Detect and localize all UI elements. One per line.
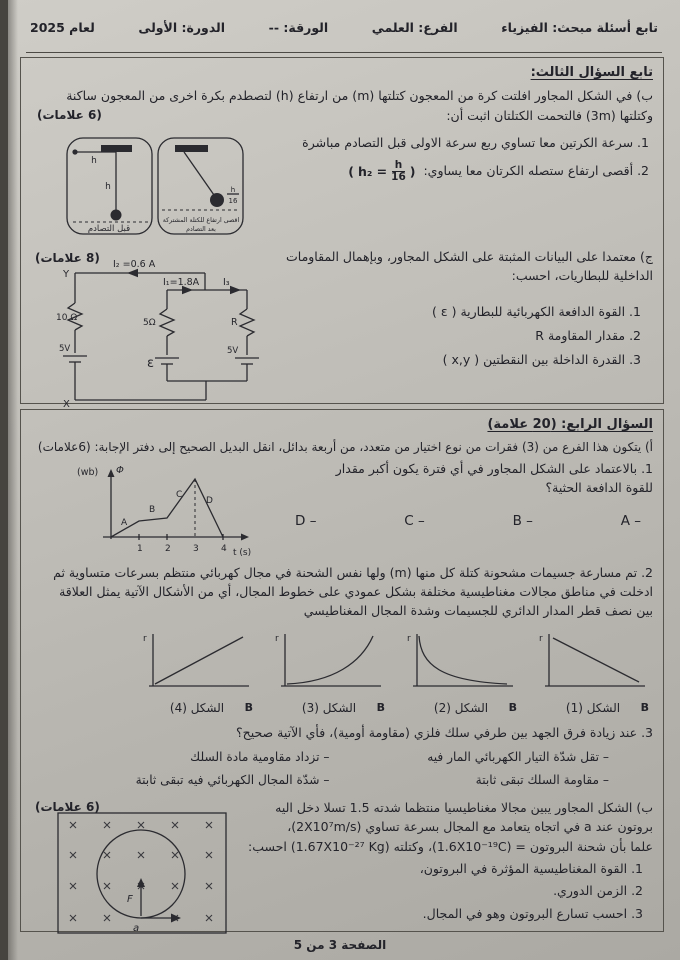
q4-title: السؤال الرابع: (20 علامة) [487, 417, 653, 432]
shape3-graph-exponential [271, 629, 387, 693]
header-session: الدورة: الأولى [138, 20, 226, 35]
mcq3-option-resistivity-increases: – تزداد مقاومية مادة السلك [190, 749, 330, 764]
force-label: F [127, 893, 133, 905]
shape3-x-label: B [376, 701, 385, 715]
formula-close-paren: ) [409, 164, 416, 180]
after-height-numerator: h [230, 185, 236, 194]
mcq1-options [295, 511, 641, 532]
mcq1-option-d: D – [295, 513, 317, 530]
mcq3-question: 3. عند زيادة فرق الجهد بين طرفي سلك فلزي (مقاومة أومية)، فأي الآتية صحيح؟ [235, 725, 653, 741]
mcq3-options [29, 746, 655, 792]
mcq3-option-current-decreases: – تقل شدّة التيار الكهربائي المار فيه [427, 749, 609, 764]
shape1-y-label: r [539, 633, 543, 644]
resistor-right-label: R [231, 316, 238, 328]
formula-fraction [391, 160, 406, 183]
shape-option-4 [139, 629, 255, 715]
tick-1: 1 [137, 543, 143, 554]
flux-axis-symbol: Φ [116, 464, 124, 476]
formula-open-paren: ( [348, 164, 354, 180]
q4b-line2: بروتون عند a في اتجاه يتعامد مع المجال بسرعة تساوي (2X10⁷m/s)، [287, 819, 653, 835]
q3b-item2-formula [348, 160, 415, 183]
segment-a-label: A [121, 517, 128, 528]
flux-time-graph [73, 459, 263, 561]
current-i2-label: I₂ =0.6 A [113, 258, 156, 270]
shape-option-3 [271, 629, 387, 715]
velocity-arrow [171, 913, 181, 922]
q3c-item1: 1. القوة الدافعة الكهربائية للبطارية ( ε ) [432, 303, 641, 319]
battery-mid-label: ε [147, 355, 155, 371]
segment-d-label: D [206, 495, 213, 506]
mcq3-option-resistance-constant: – مقاومة السلك تبقى ثابتة [475, 772, 609, 787]
shape4-graph-linear-increasing [139, 629, 255, 693]
fraction-denominator: 16 [391, 171, 406, 184]
shape1-caption: الشكل (1) [565, 701, 621, 716]
q4b-item3: 3. احسب تسارع البروتون وهو في المجال. [422, 905, 643, 921]
mcq3-option-field-constant: – شدّة المجال الكهربائي فيه تبقى ثابتة [135, 772, 330, 787]
q3b-item1: 1. سرعة الكرتين معا تساوي ربع سرعة الاولى قبل التصادم مباشرة [302, 134, 649, 150]
q4-mcq3 [29, 723, 655, 792]
mcq1-option-b: B – [512, 513, 533, 530]
q4b-marks-label: (6 علامات) [35, 799, 100, 814]
force-arrow [137, 878, 145, 887]
header-subject: تابع أسئلة مبحث: الفيزياء [501, 20, 658, 35]
string-length-label: h [91, 155, 97, 166]
q4b-line3: علما بأن شحنة البروتون = (1.6X10⁻¹⁹C)، وكتلته (1.67X10⁻²⁷ Kg) احسب: [248, 838, 653, 854]
node-x-label: X [63, 398, 70, 409]
ceiling-bar [101, 145, 132, 152]
current-i1-label: I₁=1.8A [163, 276, 200, 288]
mcq1-line2: للقوة الدافعة الحثية؟ [545, 480, 653, 496]
segment-b-label: B [149, 504, 156, 515]
tick-3: 3 [193, 543, 199, 554]
q4a-intro: أ) يتكون هذا الفرع من (3) فقرات من نوع اختيار من متعدد، من أربعة بدائل، انقل البديل الصحيح إلى دفتر الإجابة: (6علامات) [37, 440, 653, 455]
time-axis-label: t (s) [233, 547, 252, 558]
resistor-mid-label: 5Ω [143, 317, 156, 328]
q4b-item2: 2. الزمن الدوري. [553, 883, 643, 899]
resistor-left-label: 10 Ω [56, 312, 78, 323]
shape2-x-label: B [508, 701, 517, 715]
shape2-caption: الشكل (2) [433, 701, 489, 716]
battery-right-label: 5V [227, 345, 239, 356]
node-y-label: Y [63, 268, 70, 280]
mcq1-line1: 1. بالاعتماد على الشكل المجاور في أي فترة يكون أكبر مقدار [335, 460, 653, 476]
q3b-item2: 2. أقصى ارتفاع ستصله الكرتان معا يساوي: [423, 163, 649, 179]
ceiling-bar-after [175, 145, 208, 152]
q4b-line1: ب) الشكل المجاور يبين مجالا مغناطيسيا منتظما شدته 1.5 تسلا دخل اليه [275, 799, 653, 815]
q3b-body [29, 133, 655, 245]
mcq1-option-a: A – [620, 513, 641, 530]
q3c-body [29, 247, 655, 409]
clay-ball-before [111, 209, 122, 220]
circuit-figure [55, 257, 283, 409]
after-collision-caption-line1: اقصى ارتفاع للكتلة المشتركة [162, 216, 240, 224]
entry-point-label: a [133, 922, 140, 934]
mcq2-line1: 2. تم مسارعة جسيمات مشحونة كتلة كل منها (m) ولها نفس الشحنة في مجال كهربائي منتظم بسرعات متساوية ثم [53, 564, 653, 580]
shape1-graph-linear-decreasing [535, 629, 651, 693]
q4b-item1: 1. القوة المغناطيسية المؤثرة في البروتون، [419, 861, 643, 877]
mcq1-option-c: C – [404, 513, 425, 530]
after-collision-caption-line2: بعد التصادم [186, 225, 216, 233]
shape-option-2 [403, 629, 519, 715]
q4-mcq1 [29, 459, 655, 563]
shape4-caption: الشكل (4) [169, 701, 225, 716]
shape3-caption: الشكل (3) [301, 701, 357, 716]
mcq2-shape-options [29, 629, 651, 715]
battery-left-label: 5V [59, 343, 71, 354]
height-label: h [105, 181, 111, 192]
current-i3-label: I₃ [223, 276, 230, 288]
mcq2-line2: ادخلت في مناطق مجالات مغناطيسية مختلفة بشكل عمودي على خطوط المجال، أي من الأشكال الآتية يمثل العلاقة [59, 584, 653, 600]
tick-2: 2 [165, 543, 171, 554]
shape4-x-label: B [244, 701, 253, 715]
before-collision-caption: قبل التصادم [87, 223, 131, 234]
header-year: لعام 2025 [30, 20, 95, 35]
flux-curve [111, 479, 223, 537]
magnetic-field-figure [55, 810, 233, 940]
question4-section [20, 409, 664, 932]
current-i3-arrow [230, 286, 241, 294]
q3c-statement-line1: ج) معتمدا على البيانات المثبتة على الشكل المجاور، وبإهمال المقاومات [286, 248, 653, 264]
q3c-item3: 3. القدرة الداخلة بين النقطتين ( x,y ) [442, 352, 641, 368]
shape3-y-label: r [275, 633, 279, 644]
shape1-x-label: B [640, 701, 649, 715]
formula-lhs: h₂ = [357, 164, 388, 180]
q3b-statement-line1: ب) في الشكل المجاور افلتت كرة من المعجون كتلتها (m) من ارتفاع (h) لتصطدم بكرة اخرى من المعجون ساكنة [66, 88, 653, 104]
mcq2-line3: بين نصف قطر المدار الدائري للجسيمات وشدة المجال المغناطيسي [303, 603, 653, 619]
q3-continued-title: تابع السؤال الثالث: [530, 65, 653, 80]
shape4-y-label: r [143, 633, 147, 644]
segment-c-label: C [176, 489, 183, 500]
q3b-marks-label: (6 علامات) [37, 107, 102, 122]
current-i2-arrow [127, 269, 138, 277]
after-height-denominator: 16 [228, 196, 238, 205]
header-branch: الفرع: العلمي [371, 20, 458, 35]
q4-mcq2 [29, 563, 655, 621]
page-number: الصفحة 3 من 5 [293, 938, 387, 952]
fraction-numerator: h [392, 160, 405, 172]
q3c-statement-line2: الداخلية للبطاريات، احسب: [511, 268, 653, 284]
tick-4: 4 [221, 543, 227, 554]
header-paper: الورقة: -- [268, 20, 329, 35]
pendulum-collision-figure [63, 133, 247, 243]
q3c-marks-label: (8 علامات) [35, 250, 100, 265]
shape2-graph-inverse [403, 629, 519, 693]
combined-ball-after [210, 193, 224, 207]
q3b-statement-line2: وكتلتها (3m) فالتحمت الكتلتان اثبت أن: [446, 107, 653, 123]
shape-option-1 [535, 629, 651, 715]
shape2-y-label: r [407, 633, 411, 644]
flux-axis-unit: (wb) [77, 466, 99, 478]
question3-continued-section [20, 57, 664, 409]
q3b-statement-line2-row [31, 106, 653, 125]
header-divider [26, 52, 662, 53]
q3c-item2: 2. مقدار المقاومة R [535, 328, 641, 344]
q4b-body [29, 798, 655, 950]
page-header [30, 20, 658, 35]
